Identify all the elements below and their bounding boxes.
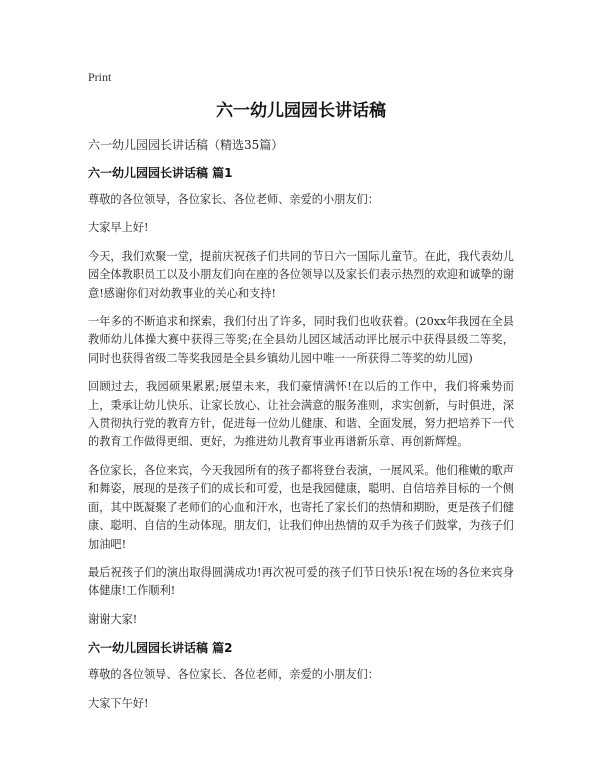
document-subtitle: 六一幼儿园园长讲话稿（精选35篇） [88,138,284,152]
greeting: 大家早上好! [88,221,149,235]
body-paragraph: 今天，我们欢聚一堂，提前庆祝孩子们共同的节日六一国际儿童节。在此，我代表幼儿园全体教职员工以及小朋友们向在座的各位领导以及家长们表示热烈的欢迎和诚挚的谢意!感谢你们对幼教事业的关心和支持! [88,249,514,300]
section-heading: 六一幼儿园园长讲话稿 篇2 [88,641,233,656]
print-label: Print [88,70,112,84]
greeting: 大家下午好! [88,696,149,710]
body-paragraph: 各位家长，各位来宾，今天我园所有的孩子都将登台表演，一展风采。他们稚嫩的歌声和舞姿，展现的是孩子们的成长和可爱，也是我园健康，聪明、自信培养目标的一个侧面，其中既凝聚了老师们的心血和汗水，也寄托了家长们的热情和期盼，更是孩子们健康、聪明、自信的生动体现。朋友们，让我们伸出热情的双手为孩子们鼓掌，为孩子们加油吧! [88,463,514,551]
salutation: 尊敬的各位领导、各位家长、各位老师，亲爱的小朋友们： [88,668,379,682]
thanks: 谢谢大家! [88,612,138,626]
body-paragraph: 一年多的不断追求和探索，我们付出了许多，同时我们也收获着。(20xx年我园在全县教师幼儿体操大赛中获得三等奖;在全县幼儿园区域活动评比展示中获得县级二等奖，同时也获得省级二等奖我园是全县乡镇幼儿园中唯一一所获得二等奖的幼儿园) [88,315,514,365]
section-heading: 六一幼儿园园长讲话稿 篇1 [88,166,233,180]
body-paragraph: 回顾过去，我园硕果累累;展望未来，我们豪情满怀!在以后的工作中，我们将乘势而上，秉承让幼儿快乐、让家长放心、让社会满意的服务准则，求实创新，与时俱进，深入贯彻执行党的教育方针，促进每一位幼儿健康、和谐、全面发展，努力把培养下一代的教育工作做得更细、更好，为推进幼儿教育事业再谱新乐章、再创新辉煌。 [88,380,514,449]
document-title: 六一幼儿园园长讲话稿 [216,101,386,121]
salutation: 尊敬的各位领导，各位家长、各位老师、亲爱的小朋友们： [88,193,379,206]
section-1 [88,164,514,629]
section-2 [88,639,514,713]
closing-wishes: 最后祝孩子们的演出取得圆满成功!再次祝可爱的孩子们节日快乐!祝在场的各位来宾身体健康!工作顺利! [88,565,514,598]
